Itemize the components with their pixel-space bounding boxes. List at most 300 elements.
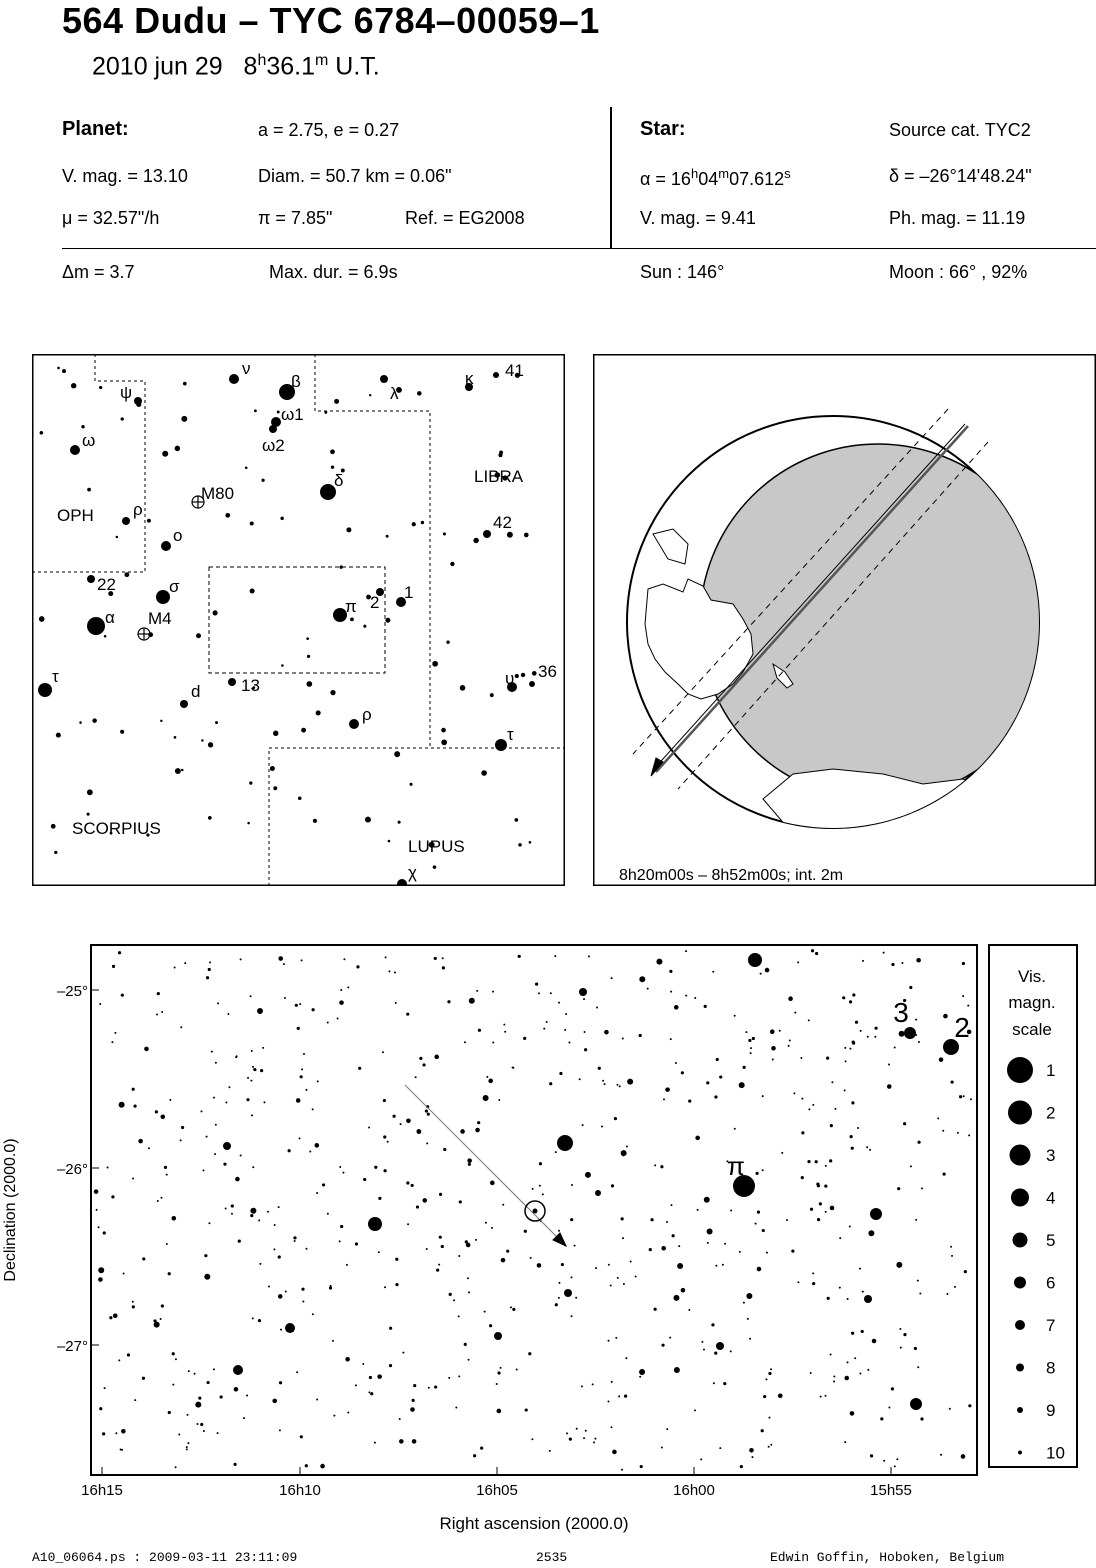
finder-star [330, 449, 335, 454]
finder-star [483, 530, 491, 538]
detail-star [621, 1469, 623, 1471]
finder-star [250, 588, 255, 593]
finder-star [339, 565, 342, 568]
detail-star [220, 1395, 223, 1398]
detail-star [847, 1361, 849, 1363]
detail-star [765, 968, 770, 973]
detail-star [801, 1131, 804, 1134]
detail-star [723, 1382, 726, 1385]
detail-star [901, 962, 903, 964]
scale-label-mag-7: 7 [1046, 1316, 1056, 1335]
detail-star [439, 1236, 442, 1239]
detail-star [466, 1243, 471, 1248]
detail-star [860, 1030, 862, 1032]
detail-star [707, 1242, 709, 1244]
detail-star [280, 1329, 282, 1331]
detail-star [700, 1458, 702, 1460]
detail-star [434, 1055, 439, 1060]
detail-star [839, 1287, 841, 1289]
detail-star [616, 1084, 618, 1086]
label-tau-sco: τ [52, 667, 59, 686]
detail-star [951, 1255, 953, 1257]
detail-star [134, 1399, 136, 1401]
planet-heading: Planet: [62, 118, 129, 140]
detail-star [127, 1353, 130, 1356]
detail-star [872, 1339, 877, 1344]
detail-star [950, 1246, 952, 1248]
detail-star [291, 1329, 294, 1332]
detail-star [305, 1464, 308, 1467]
label-36: 36 [538, 662, 557, 681]
label-2: 2 [370, 593, 380, 612]
detail-star [337, 1018, 339, 1020]
detail-star [557, 1135, 573, 1151]
detail-star [739, 1082, 745, 1088]
scale-label-mag-5: 5 [1046, 1231, 1056, 1250]
detail-star [213, 1097, 215, 1099]
finder-star [180, 700, 188, 708]
detail-star [915, 1019, 917, 1021]
detail-star [455, 1407, 457, 1409]
detail-star [453, 1299, 455, 1301]
sun-elongation: Sun : 146° [640, 262, 725, 282]
detail-star [368, 1126, 370, 1128]
detail-star [608, 1264, 610, 1266]
detail-star [661, 1246, 666, 1251]
finder-star [261, 479, 264, 482]
detail-star [385, 956, 387, 958]
detail-star [568, 1041, 570, 1043]
detail-star [252, 1317, 254, 1319]
detail-star [817, 1218, 820, 1221]
moon-elongation: Moon : 66° , 92% [889, 262, 1028, 282]
info-divider-horizontal [62, 248, 1096, 249]
planet-reference: Ref. = EG2008 [405, 208, 525, 228]
label-omega2: ω2 [262, 436, 285, 455]
scale-dot-mag-1 [1007, 1057, 1033, 1083]
detail-star [852, 993, 855, 996]
detail-star [939, 1057, 944, 1062]
finder-star [174, 736, 177, 739]
detail-star [850, 1135, 853, 1138]
detail-star [339, 1166, 341, 1168]
detail-star [186, 1414, 188, 1416]
detail-star [402, 1352, 404, 1354]
detail-star [663, 1098, 665, 1100]
detail-star [654, 1308, 657, 1311]
detail-star [407, 1223, 409, 1225]
detail-star [512, 1067, 514, 1069]
detail-star [406, 1119, 411, 1124]
detail-star [640, 1465, 643, 1468]
detail-star [615, 1337, 617, 1339]
planet-parallax: π = 7.85" [258, 208, 333, 228]
detail-star [293, 1236, 296, 1239]
detail-star [355, 1242, 358, 1245]
detail-star [964, 1270, 967, 1273]
finder-star [270, 766, 275, 771]
detail-star [849, 1048, 851, 1050]
detail-star [384, 1286, 386, 1288]
detail-star [235, 1177, 240, 1182]
ytick-27: –27° [56, 1338, 88, 1355]
detail-star [160, 1197, 162, 1199]
detail-star [206, 1136, 208, 1138]
detail-star [301, 959, 303, 961]
finder-star [349, 719, 359, 729]
finder-star [521, 673, 525, 677]
detail-star [427, 1113, 430, 1116]
detail-star [518, 955, 521, 958]
detail-star [749, 1338, 751, 1340]
detail-star [558, 1002, 560, 1004]
detail-star [300, 1075, 303, 1078]
detail-star [272, 1399, 277, 1404]
finder-star [147, 519, 151, 523]
detail-star [614, 1117, 617, 1120]
finder-star [120, 730, 124, 734]
label-lupus: LUPUS [408, 837, 465, 856]
detail-star [811, 949, 814, 952]
detail-star [675, 1062, 677, 1064]
detail-star [903, 1333, 906, 1336]
detail-star [138, 1139, 143, 1144]
detail-star [770, 1368, 772, 1370]
scale-dot-mag-2 [1008, 1101, 1032, 1125]
finder-star [350, 618, 354, 622]
detail-star [209, 961, 211, 963]
detail-star [866, 1146, 868, 1148]
detail-star [862, 1291, 864, 1293]
detail-star [875, 1027, 878, 1030]
detail-star [677, 1263, 683, 1269]
detail-star [297, 1027, 300, 1030]
detail-star [670, 1204, 672, 1206]
detail-star [458, 1375, 460, 1377]
detail-star [874, 1036, 876, 1038]
detail-star [449, 1293, 452, 1296]
finder-star [524, 533, 529, 538]
detail-star [443, 1148, 446, 1151]
detail-star [144, 1047, 149, 1052]
detail-star [867, 1036, 869, 1038]
detail-star [302, 1300, 304, 1302]
detail-star [489, 1324, 492, 1327]
finder-star [334, 399, 339, 404]
detail-star [480, 1446, 483, 1449]
detail-star [285, 1323, 295, 1333]
detail-star [172, 1352, 175, 1355]
detail-star [584, 1031, 586, 1033]
detail-star [788, 1045, 790, 1047]
detail-star [442, 957, 444, 959]
detail-star [558, 1282, 560, 1284]
detail-star [121, 994, 124, 997]
detail-star [498, 1099, 500, 1101]
finder-star [208, 742, 213, 747]
detail-star [311, 1008, 314, 1011]
detail-star [771, 1046, 776, 1051]
detail-star [426, 1142, 428, 1144]
detail-star [610, 1285, 612, 1287]
detail-star [175, 1358, 177, 1360]
detail-star [157, 992, 160, 995]
detail-star [734, 1015, 736, 1017]
detail-star [312, 1108, 314, 1110]
detail-star [257, 1008, 263, 1014]
detail-star [99, 1407, 102, 1410]
globe-time-caption: 8h20m00s – 8h52m00s; int. 2m [619, 867, 844, 884]
detail-star [825, 1395, 827, 1397]
detail-star [554, 955, 556, 957]
detail-star [415, 1076, 417, 1078]
detail-star [225, 1208, 227, 1210]
detail-star [891, 1387, 894, 1390]
detail-star [342, 1172, 344, 1174]
detail-star [761, 1429, 764, 1432]
detail-star [369, 1376, 372, 1379]
detail-star [868, 1230, 874, 1236]
detail-star [406, 1181, 409, 1184]
detail-star [464, 1041, 466, 1043]
detail-star [148, 1147, 150, 1149]
detail-star [812, 1104, 814, 1106]
detail-star [714, 1352, 717, 1355]
detail-star [227, 1013, 229, 1015]
finder-star [39, 616, 45, 622]
finder-star [38, 683, 52, 697]
detail-star [238, 1240, 241, 1243]
detail-star [833, 1376, 835, 1378]
finder-star [518, 843, 522, 847]
finder-star [229, 374, 239, 384]
detail-star [121, 1429, 126, 1434]
detail-star [815, 952, 818, 955]
detail-star [504, 1031, 506, 1033]
detail-star [119, 1102, 125, 1108]
detail-star [539, 1162, 542, 1165]
detail-star [624, 1395, 627, 1398]
detail-star [661, 1447, 663, 1449]
detail-star [240, 958, 242, 960]
detail-star [161, 1304, 164, 1307]
detail-star [315, 1143, 320, 1148]
label-oph: OPH [57, 506, 94, 525]
finder-star [161, 541, 171, 551]
detail-star [339, 1000, 344, 1005]
finder-star [92, 718, 96, 722]
detail-star [583, 1437, 585, 1439]
detail-star [622, 1037, 624, 1039]
finder-star [201, 739, 203, 741]
detail-star [797, 961, 799, 963]
detail-star [850, 1411, 855, 1416]
detail-star [279, 1381, 282, 1384]
detail-star [559, 1072, 562, 1075]
detail-star [574, 1245, 576, 1247]
detail-star [649, 1248, 652, 1251]
detail-star [968, 1134, 970, 1136]
detail-star [896, 1262, 902, 1268]
finder-star [313, 819, 317, 823]
detail-star [812, 1272, 814, 1274]
label-pi-star: π [727, 1151, 745, 1181]
detail-star [825, 1165, 827, 1167]
detail-star [368, 1391, 370, 1393]
detail-star [322, 1183, 325, 1186]
detail-star [949, 1408, 951, 1410]
detail-star [542, 1193, 544, 1195]
label-d: d [191, 682, 201, 701]
detail-star [303, 1053, 305, 1055]
detail-chart [0, 940, 980, 1540]
detail-star [757, 1210, 760, 1213]
detail-star [810, 1208, 813, 1211]
detail-star [581, 1385, 583, 1387]
detail-star [96, 1209, 98, 1211]
detail-star [564, 1029, 566, 1031]
detail-star [779, 1030, 781, 1032]
detail-star [458, 1255, 460, 1257]
star-vmag: V. mag. = 9.41 [640, 208, 756, 228]
detail-star [715, 1265, 717, 1267]
finder-star [493, 372, 499, 378]
detail-star [121, 1449, 123, 1451]
detail-star [808, 1108, 810, 1110]
detail-star [970, 1098, 972, 1100]
detail-star [788, 996, 793, 1001]
detail-star [537, 1263, 542, 1268]
finder-star [388, 840, 391, 843]
detail-star [355, 1384, 357, 1386]
finder-star [87, 617, 105, 635]
detail-star [883, 952, 885, 954]
detail-star [598, 1067, 601, 1070]
detail-star [368, 1217, 382, 1231]
detail-star [231, 1213, 233, 1215]
detail-star [810, 1372, 812, 1374]
detail-star [730, 1209, 732, 1211]
finder-star [160, 720, 162, 722]
detail-star [854, 1357, 856, 1359]
detail-star [820, 1396, 822, 1398]
detail-star [608, 1340, 610, 1342]
planet-motion: μ = 32.57"/h [62, 208, 160, 228]
scale-title-line1: Vis. [1017, 967, 1047, 986]
detail-star [387, 1141, 389, 1143]
detail-star [734, 1128, 736, 1130]
finder-star [507, 532, 513, 538]
detail-star [830, 1124, 833, 1127]
detail-star [808, 1019, 810, 1021]
detail-star [751, 1456, 753, 1458]
detail-star [250, 995, 252, 997]
detail-star [891, 963, 894, 966]
detail-star [434, 1385, 437, 1388]
detail-star [917, 1141, 920, 1144]
detail-star [571, 1184, 573, 1186]
detail-star [943, 1014, 948, 1019]
finder-star [460, 685, 466, 691]
detail-star [859, 1373, 861, 1375]
detail-star [273, 1248, 275, 1250]
detail-star [704, 1197, 710, 1203]
detail-star [204, 1254, 207, 1257]
finder-star [51, 824, 56, 829]
detail-star [419, 1057, 422, 1060]
detail-star [113, 1313, 118, 1318]
label-22: 22 [97, 575, 116, 594]
detail-star [180, 1026, 182, 1028]
detail-star [899, 1328, 901, 1330]
detail-star [862, 960, 864, 962]
finder-star [225, 513, 230, 518]
detail-star [296, 1371, 298, 1373]
finder-star [394, 751, 400, 757]
detail-star [283, 963, 285, 965]
detail-star [160, 1114, 165, 1119]
detail-star [967, 1005, 969, 1007]
detail-star [434, 957, 437, 960]
detail-star [825, 1211, 827, 1213]
detail-star [309, 1150, 311, 1152]
finder-star [432, 661, 438, 667]
detail-star [234, 1463, 237, 1466]
label-star-2: 2 [954, 1012, 970, 1043]
detail-star [888, 1064, 890, 1066]
detail-star [118, 1359, 120, 1361]
detail-star [343, 958, 345, 960]
detail-star [827, 1297, 830, 1300]
detail-star [656, 959, 662, 965]
label-beta: β [291, 372, 301, 391]
label-m80: M80 [201, 484, 235, 503]
detail-star [849, 1000, 852, 1003]
detail-star [851, 1147, 854, 1150]
label-41: 41 [505, 361, 524, 380]
detail-star [252, 1066, 254, 1068]
detail-star [278, 956, 283, 961]
finder-star [301, 728, 306, 733]
detail-star [528, 1352, 531, 1355]
detail-star [300, 1435, 303, 1438]
detail-star [410, 1407, 415, 1412]
finder-star [87, 789, 93, 795]
x-axis-label: Right ascension (2000.0) [439, 1514, 629, 1533]
finder-star [104, 635, 107, 638]
detail-star [678, 1245, 680, 1247]
detail-star [611, 977, 613, 979]
detail-star [561, 1263, 564, 1266]
scale-dot-mag-6 [1014, 1277, 1026, 1289]
detail-star [188, 1370, 190, 1372]
detail-star [490, 1181, 495, 1186]
detail-star [789, 1040, 791, 1042]
detail-star [506, 1250, 509, 1253]
star-ra-hours: α = 16 [640, 169, 691, 189]
x-tick-labels [81, 1482, 912, 1499]
detail-star [961, 1454, 966, 1459]
detail-star [246, 1395, 248, 1397]
max-duration: Max. dur. = 6.9s [269, 262, 398, 282]
detail-star [621, 1150, 627, 1156]
finder-star [40, 431, 44, 435]
detail-star [208, 968, 211, 971]
detail-star [937, 1117, 939, 1119]
detail-star [570, 1218, 573, 1221]
detail-star [460, 1129, 465, 1134]
detail-star [894, 1047, 896, 1049]
